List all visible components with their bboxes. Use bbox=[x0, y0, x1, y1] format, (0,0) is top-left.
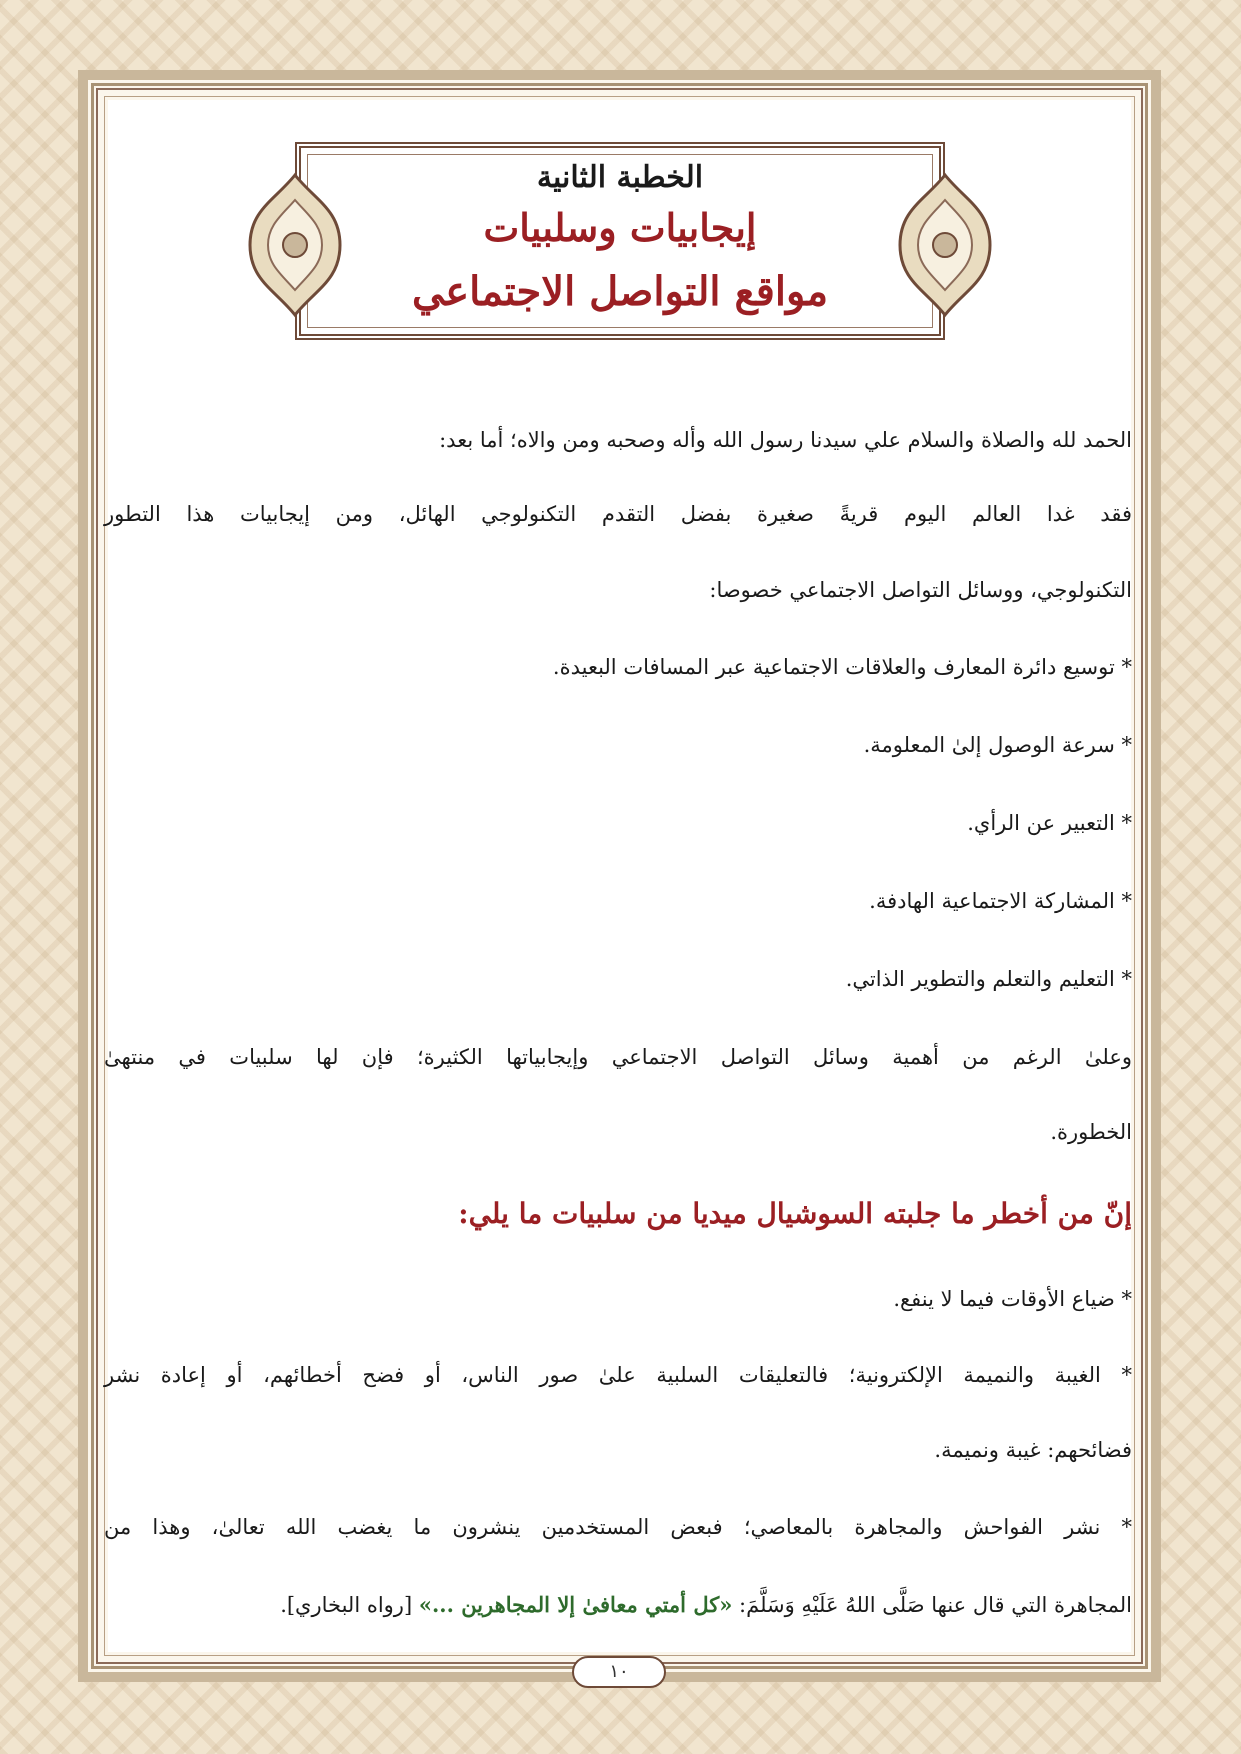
intro-line-1: فقد غدا العالم اليوم قريةً صغيرة بفضل التقدم التكنولوجي الهائل، ومن إيجابيات هذا التطور bbox=[104, 502, 1132, 526]
negative-item-2-line-1: * الغيبة والنميمة الإلكترونية؛ فالتعليقات السلبية علىٰ صور الناس، أو فضح أخطائهم، أو إعادة نشر bbox=[104, 1363, 1132, 1387]
despite-line-2: الخطورة. bbox=[1050, 1120, 1132, 1144]
positive-item-3: * التعبير عن الرأي. bbox=[967, 811, 1132, 835]
despite-line-1: وعلىٰ الرغم من أهمية وسائل التواصل الاجتماعي وإيجابياتها الكثيرة؛ فإن لها سلبيات في منتهىٰ bbox=[104, 1045, 1132, 1069]
sermon-title-line2: مواقع التواصل الاجتماعي bbox=[411, 268, 829, 315]
hadith-source: [رواه البخاري]. bbox=[280, 1593, 419, 1617]
positive-item-2: * سرعة الوصول إلىٰ المعلومة. bbox=[863, 733, 1132, 757]
negative-item-1: * ضياع الأوقات فيما لا ينفع. bbox=[893, 1287, 1132, 1311]
intro-line-2: التكنولوجي، ووسائل التواصل الاجتماعي خصوصا: bbox=[709, 578, 1132, 602]
hadith-quote: «كل أمتي معافىٰ إلا المجاهرين ...» bbox=[418, 1592, 733, 1617]
hadith-intro: المجاهرة التي قال عنها صَلَّى اللهُ عَلَيْهِ وَسَلَّمَ: bbox=[732, 1593, 1132, 1617]
positive-item-4: * المشاركة الاجتماعية الهادفة. bbox=[869, 889, 1132, 913]
sermon-subtitle: الخطبة الثانية bbox=[536, 160, 704, 195]
negatives-heading: إنّ من أخطر ما جلبته السوشيال ميديا من سلبيات ما يلي: bbox=[458, 1197, 1132, 1230]
sermon-title-line1: إيجابيات وسلبيات bbox=[483, 205, 757, 250]
negative-item-3-line-2 bbox=[104, 1592, 1132, 1618]
negative-item-2-line-2: فضائحهم: غيبة ونميمة. bbox=[934, 1438, 1132, 1462]
positive-item-1: * توسيع دائرة المعارف والعلاقات الاجتماعية عبر المسافات البعيدة. bbox=[552, 655, 1132, 679]
positive-item-5: * التعليم والتعلم والتطوير الذاتي. bbox=[845, 967, 1132, 991]
page-number: ١٠ bbox=[572, 1656, 666, 1688]
opening-paragraph: الحمد لله والصلاة والسلام علي سيدنا رسول الله وأله وصحبه ومن والاه؛ أما بعد: bbox=[439, 428, 1132, 452]
negative-item-3-line-1: * نشر الفواحش والمجاهرة بالمعاصي؛ فبعض المستخدمين ينشرون ما يغضب الله تعالىٰ، وهذا من bbox=[104, 1515, 1133, 1539]
